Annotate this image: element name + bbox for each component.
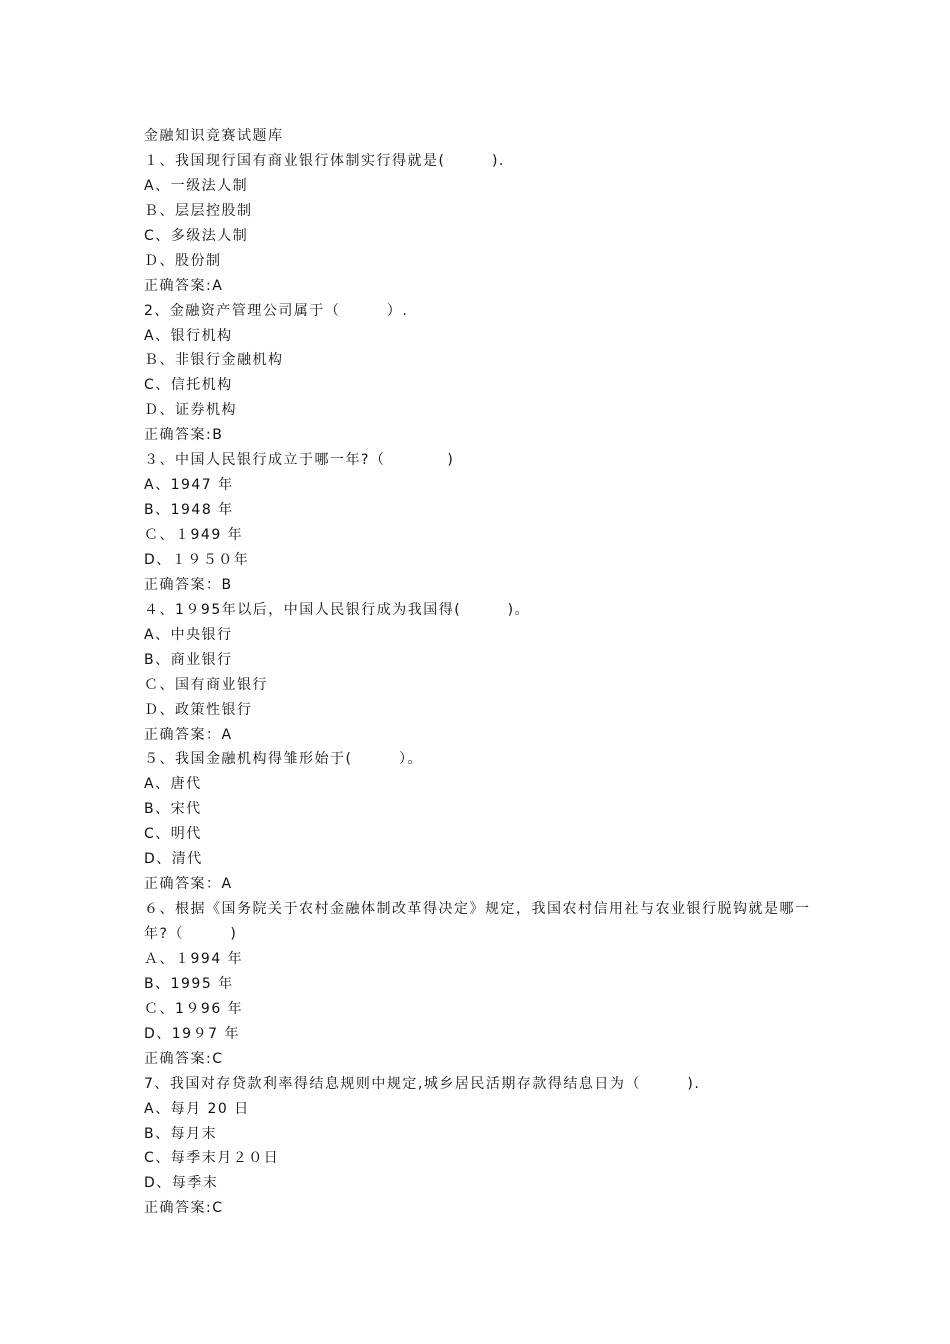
option-6a: Ａ、１994 年 xyxy=(144,950,244,967)
question-6: ６、根据《国务院关于农村金融体制改革得决定》规定，我国农村信用社与农业银行脱钩就是哪一年?（ ) xyxy=(144,901,811,943)
option-4b: B、商业银行 xyxy=(144,651,233,668)
question-4: ４、1９95年以后，中国人民银行成为我国得( )。 xyxy=(144,601,531,618)
option-5d: D、清代 xyxy=(144,851,203,868)
question-7: 7、我国对存贷款利率得结息规则中规定,城乡居民活期存款得结息日为（ ). xyxy=(144,1075,701,1092)
document-title: 金融知识竞赛试题库 xyxy=(144,128,284,144)
option-3c: Ｃ、１949 年 xyxy=(144,527,244,543)
option-2a: A、银行机构 xyxy=(144,327,233,344)
option-3b: B、1948 年 xyxy=(144,502,234,519)
option-5a: A、唐代 xyxy=(144,776,202,793)
question-2: 2、金融资产管理公司属于（ ）. xyxy=(144,302,409,319)
option-6c: Ｃ、1９96 年 xyxy=(144,1000,244,1017)
answer-5: 正确答案：A xyxy=(144,876,233,893)
option-3a: A、1947 年 xyxy=(144,477,234,494)
option-6b: B、1995 年 xyxy=(144,975,234,992)
question-1: １、我国现行国有商业银行体制实行得就是( ). xyxy=(144,152,505,169)
answer-4: 正确答案：A xyxy=(144,726,233,743)
option-1b: Ｂ、层层控股制 xyxy=(144,202,253,219)
option-7a: A、每月 20 日 xyxy=(144,1100,250,1117)
question-3: ３、中国人民银行成立于哪一年?（ ) xyxy=(144,452,455,469)
option-4c: Ｃ、国有商业银行 xyxy=(144,676,268,693)
option-2b: Ｂ、非银行金融机构 xyxy=(144,352,284,369)
option-1c: C、多级法人制 xyxy=(144,227,249,244)
question-5: ５、我国金融机构得雏形始于( ）。 xyxy=(144,751,423,768)
option-5b: B、宋代 xyxy=(144,801,202,818)
document-body xyxy=(144,124,824,1221)
option-5c: C、明代 xyxy=(144,826,202,843)
option-1a: A、一级法人制 xyxy=(144,177,249,194)
option-3d: D、１９５０年 xyxy=(144,551,250,568)
option-2c: C、信托机构 xyxy=(144,377,233,394)
answer-2: 正确答案:B xyxy=(144,427,224,444)
option-4a: A、中央银行 xyxy=(144,626,233,643)
option-7d: D、每季末 xyxy=(144,1175,219,1192)
answer-1: 正确答案:A xyxy=(144,277,224,294)
option-6d: D、19９7 年 xyxy=(144,1025,240,1042)
option-2d: Ｄ、证券机构 xyxy=(144,402,237,419)
answer-3: 正确答案：B xyxy=(144,576,233,593)
option-4d: Ｄ、政策性银行 xyxy=(144,701,253,718)
option-7b: B、每月末 xyxy=(144,1125,218,1142)
answer-6: 正确答案:C xyxy=(144,1050,224,1067)
option-7c: C、每季末月２０日 xyxy=(144,1150,280,1167)
option-1d: Ｄ、股份制 xyxy=(144,252,222,269)
answer-7: 正确答案:C xyxy=(144,1200,224,1217)
